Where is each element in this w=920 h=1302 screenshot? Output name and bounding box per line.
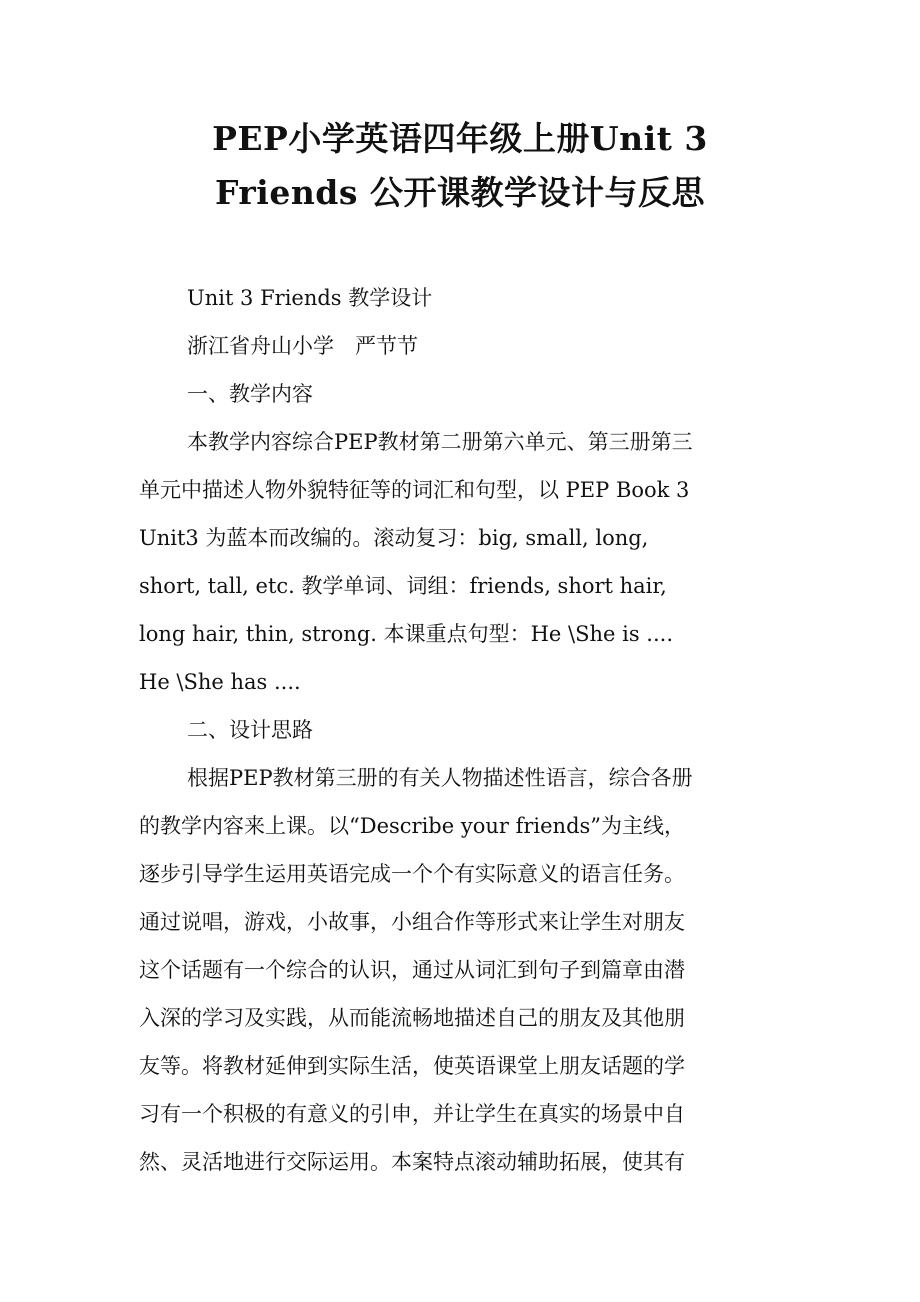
text-line: 根据PEP教材第三册的有关人物描述性语言，综合各册 [187, 766, 693, 790]
text-line: 本教学内容综合PEP教材第二册第六单元、第三册第三 [187, 430, 693, 454]
text-line: Unit 3 Friends 教学设计 [187, 286, 433, 310]
text-line: 逐步引导学生运用英语完成一个个有实际意义的语言任务。 [139, 862, 685, 886]
text-line: 这个话题有一个综合的认识，通过从词汇到句子到篇章由潜 [139, 958, 685, 982]
text-line: 然、灵活地进行交际运用。本案特点滚动辅助拓展，使其有 [139, 1150, 685, 1174]
document-title [100, 112, 820, 220]
section-heading: 二、设计思路 [187, 718, 313, 742]
text-line: 习有一个积极的有意义的引申，并让学生在真实的场景中自 [139, 1102, 685, 1126]
document-body [139, 274, 789, 1186]
text-line: 友等。将教材延伸到实际生活，使英语课堂上朋友话题的学 [139, 1054, 685, 1078]
title-line-2: Friends 公开课教学设计与反思 [215, 173, 705, 212]
text-line: short, tall, etc. 教学单词、词组：friends, short hair, [139, 574, 667, 598]
text-line: 通过说唱，游戏，小故事，小组合作等形式来让学生对朋友 [139, 910, 685, 934]
text-line: 入深的学习及实践，从而能流畅地描述自己的朋友及其他朋 [139, 1006, 685, 1030]
text-line: 浙江省舟山小学 严节节 [187, 334, 418, 358]
title-line-1: PEP小学英语四年级上册Unit 3 [212, 119, 708, 158]
text-line: long hair, thin, strong. 本课重点句型：He \She is .... [139, 622, 673, 646]
text-line: 单元中描述人物外貌特征等的词汇和句型，以 PEP Book 3 [139, 478, 690, 502]
text-line: He \She has .... [139, 670, 301, 694]
text-line: 的教学内容来上课。以“Describe your friends”为主线， [139, 814, 686, 838]
section-heading: 一、教学内容 [187, 382, 313, 406]
text-line: Unit3 为蓝本而改编的。滚动复习：big, small, long, [139, 526, 649, 550]
